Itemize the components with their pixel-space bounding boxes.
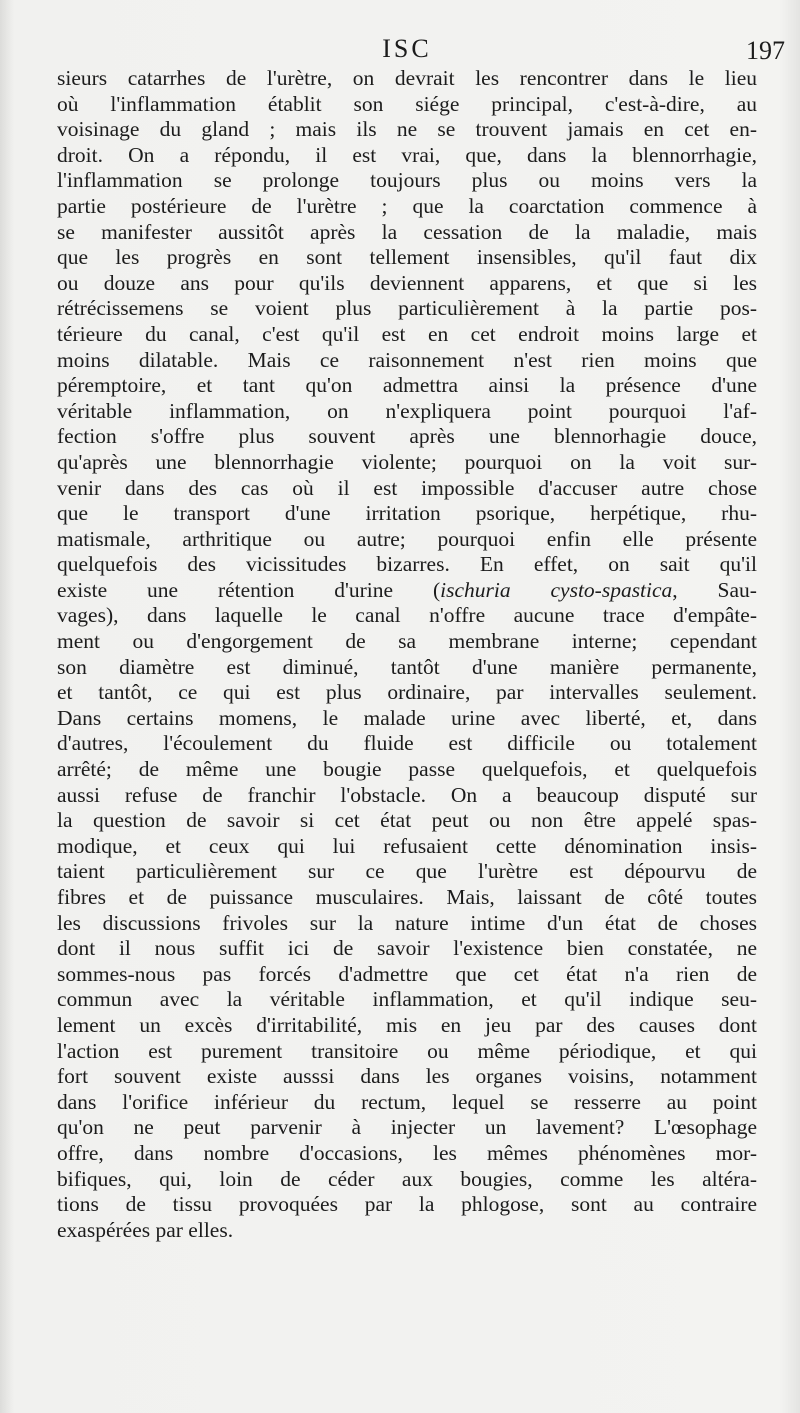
text-line: tions de tissu provoquées par la phlogose, sont au contraire (57, 1192, 757, 1217)
text-line: dans l'orifice inférieur du rectum, lequel se resserre au point (57, 1089, 757, 1114)
text-line: fection s'offre plus souvent après une blennorhagie douce, (57, 424, 757, 449)
text-line: l'inflammation se prolonge toujours plus ou moins vers la (57, 168, 757, 193)
text-line: la question de savoir si cet état peut ou non être appelé spas- (57, 808, 757, 833)
text-line: venir dans des cas où il est impossible d'accuser autre chose (57, 475, 757, 500)
text-line: Dans certains momens, le malade urine avec liberté, et, dans (57, 705, 757, 730)
text-line: droit. On a répondu, il est vrai, que, dans la blennorrhagie, (57, 142, 757, 167)
text-line: fibres et de puissance musculaires. Mais, laissant de côté toutes (57, 885, 757, 909)
text-line: offre, dans nombre d'occasions, les mêmes phénomènes mor- (57, 1140, 757, 1165)
text-line: existe une rétention d'urine (ischuria cysto-spastica, Sau- (57, 577, 757, 602)
text-line: ment ou d'engorgement de sa membrane interne; cependant (57, 629, 757, 654)
text-line: les discussions frivoles sur la nature intime d'un état de choses (57, 910, 757, 935)
body-text (57, 66, 757, 1243)
text-line: bifiques, qui, loin de céder aux bougies, comme les altéra- (57, 1166, 757, 1191)
text-line: qu'après une blennorrhagie violente; pourquoi on la voit sur- (57, 449, 757, 474)
text-line: se manifester aussitôt après la cessation de la maladie, mais (57, 219, 757, 244)
text-line: aussi refuse de franchir l'obstacle. On a beaucoup disputé sur (57, 782, 757, 807)
text-line: rétrécissemens se voient plus particulièrement à la partie pos- (57, 296, 757, 321)
text-line: d'autres, l'écoulement du fluide est difficile ou totalement (57, 731, 757, 756)
text-line: son diamètre est diminué, tantôt d'une manière permanente, (57, 654, 757, 679)
text-line: que les progrès en sont tellement insensibles, qu'il faut dix (57, 245, 757, 270)
text-line: modique, et ceux qui lui refusaient cette dénomination insis- (57, 833, 757, 858)
text-line: lement un excès d'irritabilité, mis en jeu par des causes dont (57, 1012, 757, 1037)
text-line: qu'on ne peut parvenir à injecter un lavement? L'œsophage (57, 1115, 757, 1140)
text-line: commun avec la véritable inflammation, et qu'il indique seu- (57, 987, 757, 1012)
text-line: que le transport d'une irritation psorique, herpétique, rhu- (57, 501, 757, 526)
text-line: exaspérées par elles. (57, 1217, 234, 1242)
text-line: térieure du canal, c'est qu'il est en cet endroit moins large et (57, 321, 757, 346)
text-line: où l'inflammation établit son siége principal, c'est-à-dire, au (57, 91, 757, 116)
text-line: l'action est purement transitoire ou même périodique, et qui (57, 1038, 757, 1063)
text-line: sieurs catarrhes de l'urètre, on devrait les rencontrer dans le lieu (57, 66, 757, 90)
text-line: péremptoire, et tant qu'on admettra ainsi la présence d'une (57, 373, 757, 398)
text-line: voisinage du gland ; mais ils ne se trouvent jamais en cet en- (57, 117, 757, 142)
text-line: et tantôt, ce qui est plus ordinaire, par intervalles seulement. (57, 680, 757, 705)
text-line: vages), dans laquelle le canal n'offre aucune trace d'empâte- (57, 603, 757, 628)
text-line: sommes-nous pas forcés d'admettre que cet état n'a rien de (57, 961, 757, 986)
text-line: taient particulièrement sur ce que l'urètre est dépourvu de (57, 859, 757, 884)
running-header (57, 32, 785, 66)
text-line: partie postérieure de l'urètre ; que la coarctation commence à (57, 193, 757, 218)
page-number: 197 (746, 36, 785, 65)
text-line: dont il nous suffit ici de savoir l'existence bien constatée, ne (57, 936, 757, 961)
running-title: ISC (382, 34, 432, 63)
text-line: arrêté; de même une bougie passe quelquefois, et quelquefois (57, 757, 757, 782)
text-line: ou douze ans pour qu'ils deviennent apparens, et que si les (57, 270, 757, 295)
text-line: quelquefois des vicissitudes bizarres. En effet, on sait qu'il (57, 552, 757, 577)
text-line: moins dilatable. Mais ce raisonnement n'est rien moins que (57, 347, 757, 372)
text-line: fort souvent existe ausssi dans les organes voisins, notamment (57, 1064, 757, 1089)
text-line: véritable inflammation, on n'expliquera point pourquoi l'af- (57, 398, 757, 423)
latin-term: ischuria cysto-spastica (440, 577, 673, 602)
text-line: matismale, arthritique ou autre; pourquoi enfin elle présente (57, 526, 757, 551)
